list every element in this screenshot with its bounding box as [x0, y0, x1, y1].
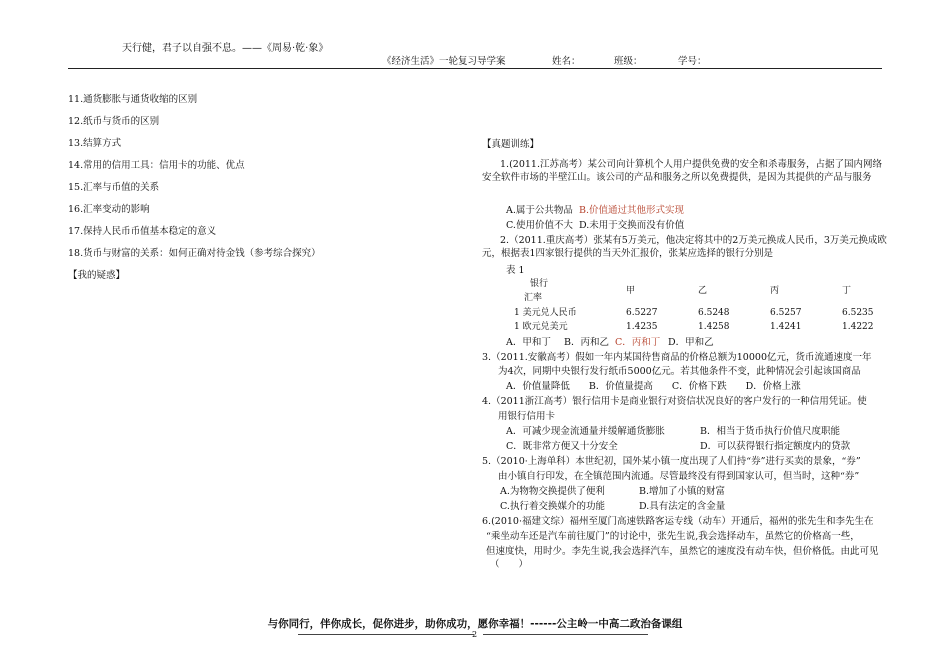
q5-option-c: C.执行着交换媒介的功能: [500, 501, 605, 512]
table-cell: 6.5248: [698, 308, 730, 318]
q1-option-b: B.价值通过其他形式实现: [579, 205, 685, 216]
question-1-text: 1.(2011.江苏高考）某公司向计算机个人用户提供免费的安全和杀毒服务，占据了国内网络安全软件市场的半壁江山。该公司的产品和服务之所以免费提供，是因为其提供的产品与服务: [482, 159, 882, 183]
q1-option-d: D.未用于交换而没有价值: [579, 220, 685, 231]
q4-option-b: B．相当于货币执行价值尺度职能: [700, 426, 840, 437]
q2-option-d: D．甲和乙: [668, 337, 714, 348]
table-cell: 1.4222: [842, 322, 874, 332]
name-label: 姓名：: [552, 56, 581, 67]
footer-slogan: 与你同行，伴你成长，促你进步，助你成功，愿你幸福！------公主岭一中高二政治备课组: [267, 618, 683, 630]
page-motto: 天行健，君子以自强不息。——《周易·乾·象》: [122, 43, 329, 54]
list-item: 12.纸币与货币的区别: [68, 116, 160, 127]
list-item: 15.汇率与币值的关系: [68, 182, 160, 193]
list-item: 18.货币与财富的关系：如何正确对待金钱（参考综合探究）: [68, 248, 321, 259]
table-cell: 1.4235: [626, 322, 658, 332]
question-6-line2: “乘坐动车还是汽车前往厦门”的讨论中，张先生说,我会选择动车，虽然它的价格高一些，: [486, 531, 860, 542]
q2-option-c: C．丙和丁: [615, 337, 661, 348]
bank-header: 丁: [842, 286, 852, 296]
question-6-line1: 6.(2010·福建文综）福州至厦门高速铁路客运专线（动车）开通后，福州的张先生和李先生在: [482, 516, 874, 527]
question-2-text: 2.（2011.重庆高考）张某有5万美元，他决定将其中的2万美元换成人民币，3万美元换成欧元，根据表1四家银行提供的当天外汇报价，张某应选择的银行分别是: [482, 235, 887, 259]
q4-option-a: A．可减少现金流通量并缓解通货膨胀: [506, 426, 665, 437]
student-id-label: 学号：: [678, 56, 707, 67]
question-3-line2: 为4次，同期中央银行发行纸币5000亿元。若其他条件不变，此种情况会引起该国商品: [498, 366, 861, 377]
document-title: 《经济生活》一轮复习导学案: [382, 56, 506, 67]
q4-option-c: C．既非常方便又十分安全: [506, 441, 618, 452]
q2-option-a: A．甲和丁: [506, 337, 551, 348]
table-row-label: 1 美元兑人民币: [514, 308, 577, 318]
q1-option-c: C.使用价值不大: [506, 220, 573, 231]
q1-option-a: A.属于公共物品: [506, 205, 573, 216]
table-cell: 6.5227: [626, 308, 658, 318]
page-number: 2: [472, 630, 478, 639]
q5-option-a: A.为物物交换提供了便利: [500, 486, 605, 497]
question-5-line2: 由小镇自行印发，在全镇范围内流通。尽管最终没有得到国家认可，但当时，这种“券”: [498, 471, 860, 482]
doubts-heading: 【我的疑惑】: [68, 270, 126, 281]
q3-options: A．价值量降低 B．价值量提高 C．价格下跌 D．价格上涨: [506, 381, 801, 392]
list-item: 17.保持人民币币值基本稳定的意义: [68, 226, 217, 237]
list-item: 16.汇率变动的影响: [68, 204, 150, 215]
table-cell: 1.4241: [770, 322, 802, 332]
list-item: 14.常用的信用工具：信用卡的功能、优点: [68, 160, 245, 171]
q2-option-b: B．丙和乙: [564, 337, 609, 348]
list-item: 11.通货膨胀与通货收缩的区别: [68, 94, 198, 105]
answer-blank: （ ）: [490, 559, 529, 570]
question-4-line1: 4.（2011浙江高考）银行信用卡是商业银行对资信状况良好的客户发行的一种信用凭证。使: [482, 396, 867, 407]
q5-option-b: B.增加了小镇的财富: [639, 486, 726, 497]
bank-header: 甲: [626, 286, 636, 296]
q4-option-d: D．可以获得银行指定额度内的贷款: [700, 441, 851, 452]
question-5-line1: 5.（2010·上海单科）本世纪初，国外某小镇一度出现了人们持“券”进行买卖的景象，“券”: [482, 456, 861, 467]
practice-heading: 【真题训练】: [482, 139, 540, 150]
table-cell: 1.4258: [698, 322, 730, 332]
table-caption: 表 1: [506, 265, 525, 276]
table-corner-bank: 银行: [530, 279, 549, 289]
q5-option-d: D.具有法定的含金量: [639, 501, 726, 512]
table-cell: 6.5257: [770, 308, 802, 318]
question-3-line1: 3.（2011.安徽高考）假如一年内某国待售商品的价格总额为10000亿元，货币流通速度一年: [482, 352, 872, 363]
question-6-line3: 但速度快，用时少。李先生说,我会选择汽车，虽然它的速度没有动车快，但价格低。由此可见: [486, 546, 879, 557]
class-label: 班级：: [614, 56, 643, 67]
table-row-label: 1 欧元兑美元: [514, 322, 568, 332]
bank-header: 乙: [698, 286, 708, 296]
header-divider: [68, 68, 882, 69]
list-item: 13.结算方式: [68, 138, 122, 149]
question-4-line2: 用银行信用卡: [498, 411, 556, 422]
table-cell: 6.5235: [842, 308, 874, 318]
table-corner-rate: 汇率: [524, 293, 543, 303]
bank-header: 丙: [770, 286, 780, 296]
